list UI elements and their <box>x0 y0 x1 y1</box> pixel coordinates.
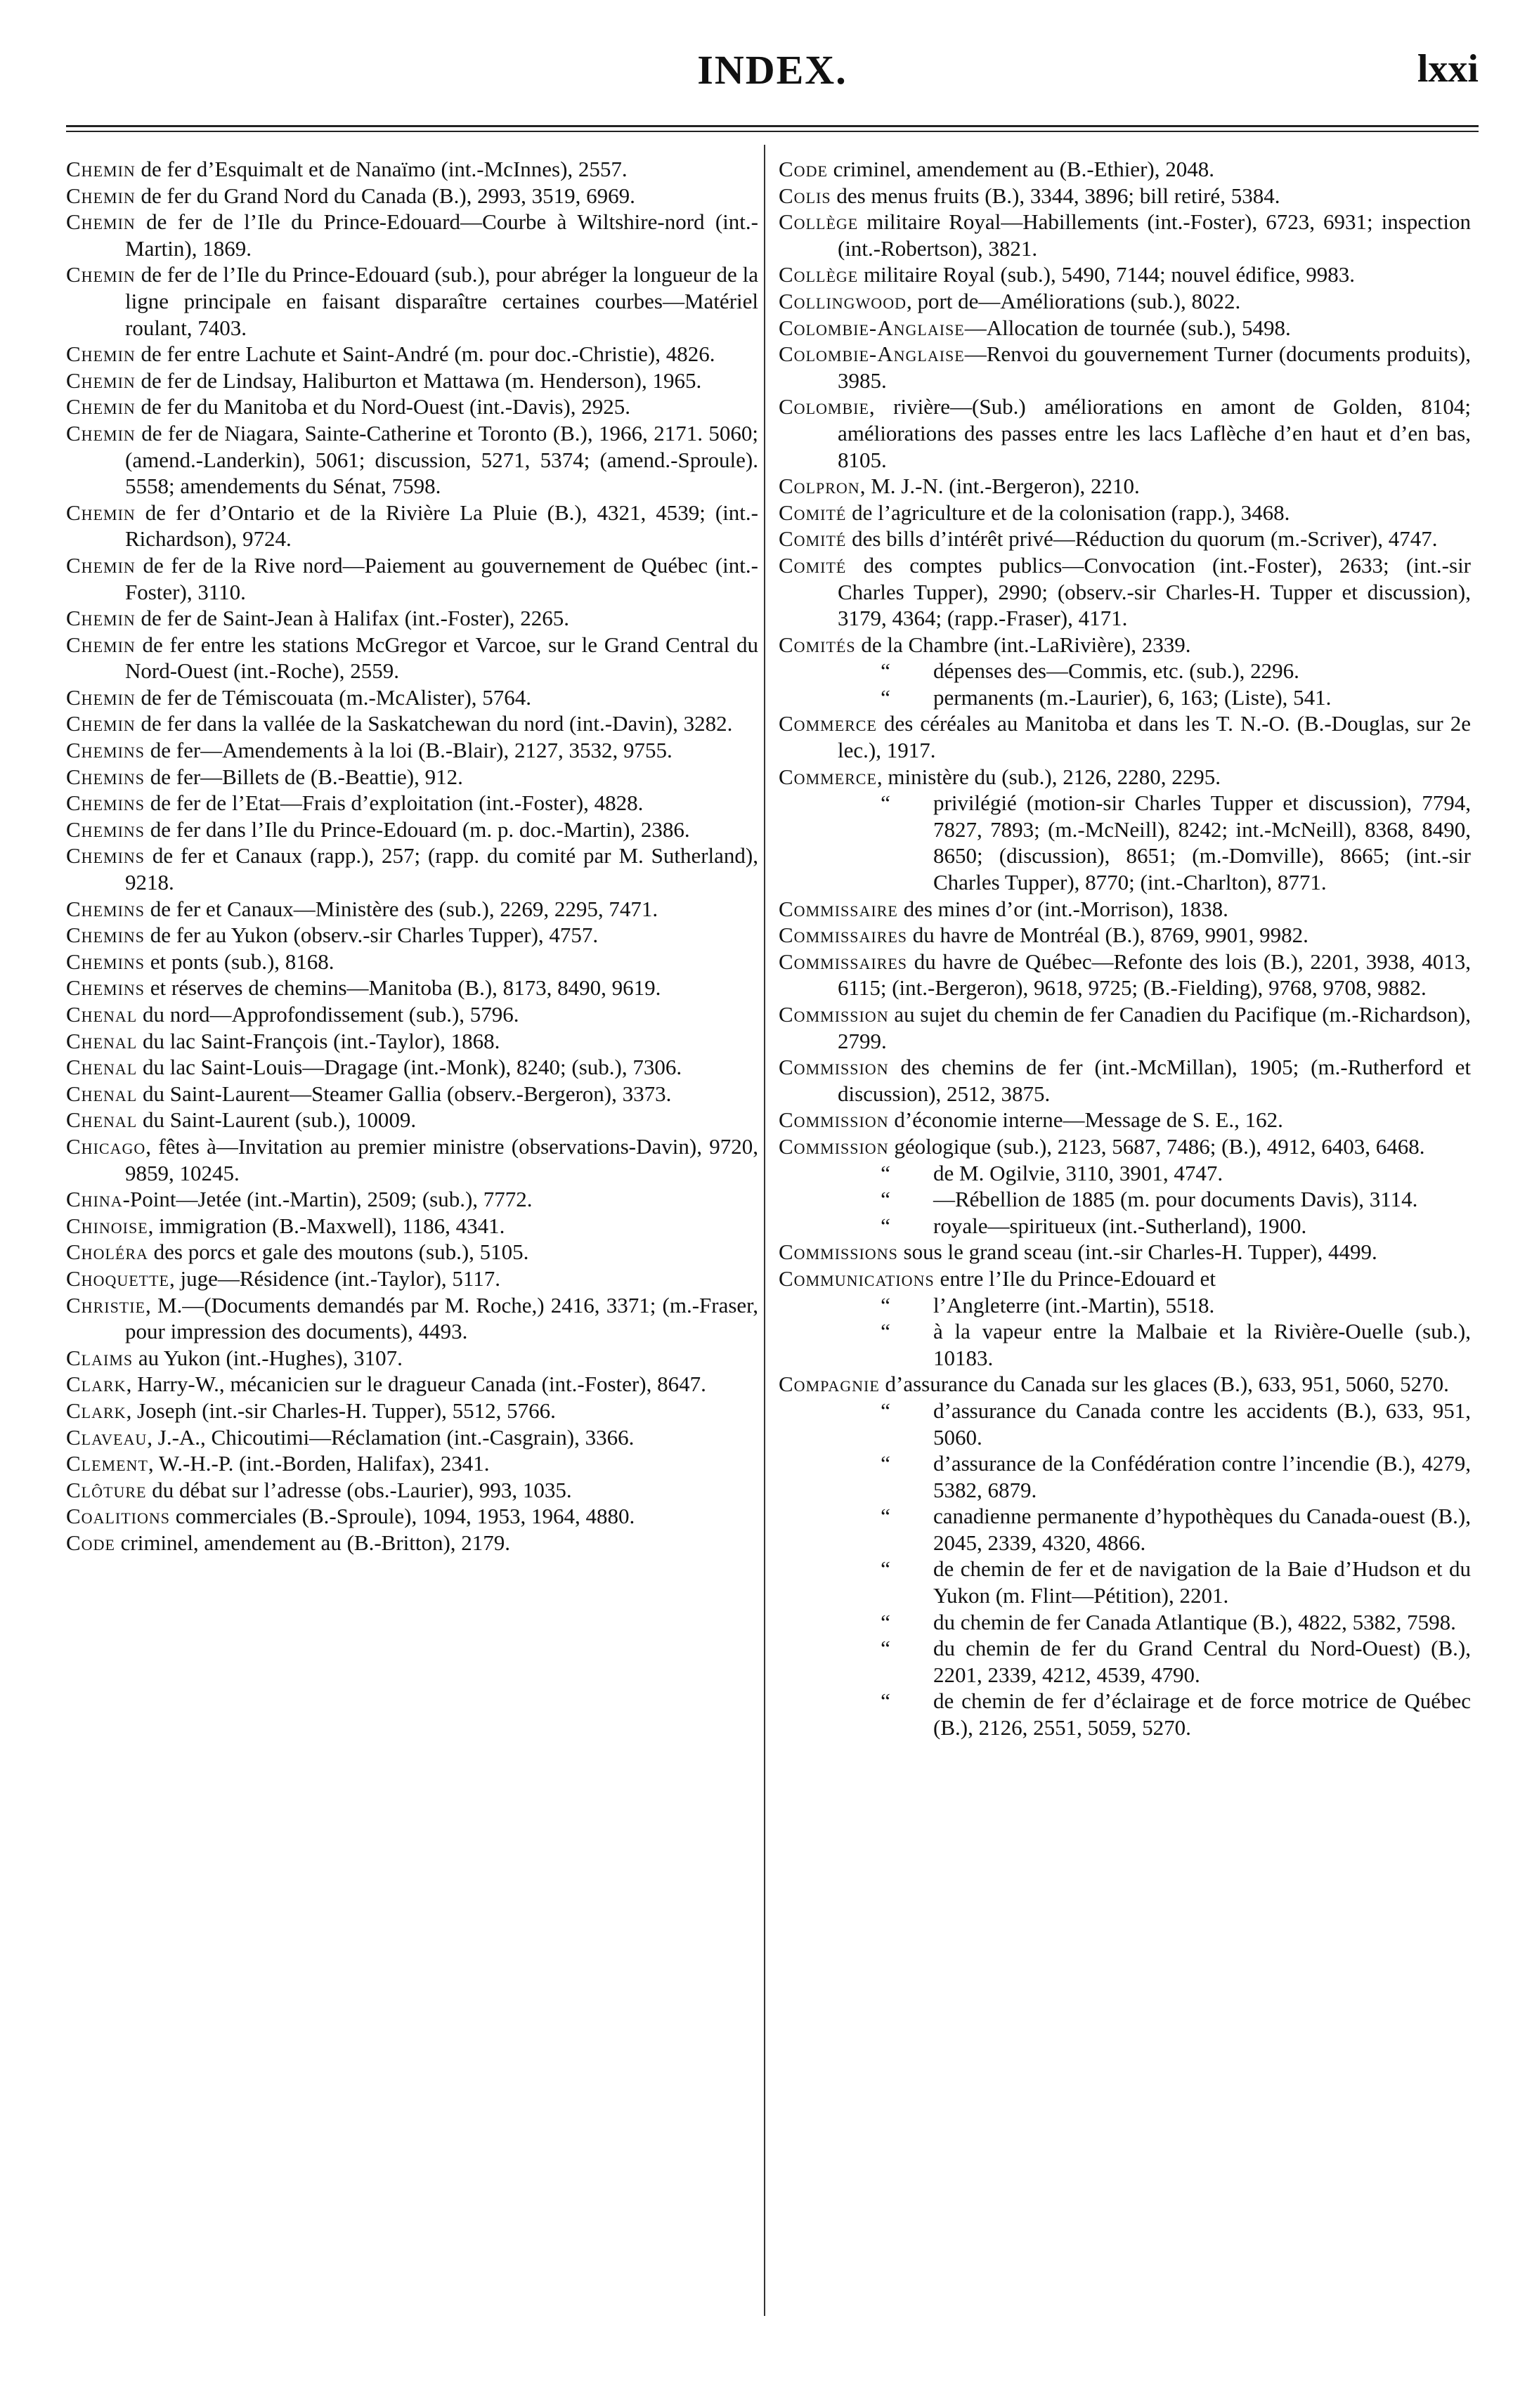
index-entry <box>66 1371 758 1398</box>
entry-text: criminel, amendement au (B.-Britton), 2179. <box>115 1530 511 1555</box>
index-entry <box>779 1503 1471 1556</box>
right-column <box>779 156 1471 1741</box>
index-entry <box>66 1450 758 1477</box>
entry-text: , ministère du (sub.), 2126, 2280, 2295. <box>876 764 1221 789</box>
entry-text: du chemin de fer Canada Atlantique (B.), 4822, 5382, 7598. <box>933 1609 1456 1634</box>
entry-text: de fer d’Ontario et de la Rivière La Pluie (B.), 4321, 4539; (int.-Richardson), 9724. <box>125 500 758 552</box>
entry-text: d’assurance du Canada contre les accidents (B.), 633, 951, 5060. <box>933 1398 1471 1450</box>
entry-text: , juge—Résidence (int.-Taylor), 5117. <box>169 1265 501 1291</box>
index-entry <box>66 1424 758 1451</box>
entry-text: entre l’Ile du Prince-Edouard et <box>934 1265 1216 1291</box>
entry-headword: Chemin <box>66 262 136 287</box>
index-entry <box>66 393 758 420</box>
entry-text: au sujet du chemin de fer Canadien du Pacifique (m.-Richardson), 2799. <box>838 1002 1471 1053</box>
index-entry <box>66 1503 758 1530</box>
entry-text: du Saint-Laurent (sub.), 10009. <box>137 1107 417 1133</box>
ditto-mark: “ <box>881 684 890 710</box>
entry-headword: Compagnie <box>779 1372 880 1397</box>
index-entry <box>779 1213 1471 1239</box>
entry-headword: Chemin <box>66 367 136 393</box>
entry-text: de la Chambre (int.-LaRivière), 2339. <box>855 632 1191 657</box>
index-entry <box>779 1239 1471 1265</box>
entry-text: de fer dans la vallée de la Saskatchewan du nord (int.-Davin), 3282. <box>135 711 733 736</box>
index-entry <box>66 1054 758 1081</box>
entry-text: de fer de l’Etat—Frais d’exploitation (int.-Foster), 4828. <box>145 790 644 816</box>
entry-headword: Colpron <box>779 474 860 499</box>
entry-text: des porcs et gale des moutons (sub.), 5105. <box>148 1239 529 1265</box>
index-entry <box>66 1345 758 1372</box>
entry-headword: Commissaire <box>779 896 898 921</box>
index-entry <box>779 1186 1471 1213</box>
index-entry <box>779 1450 1471 1503</box>
index-entry <box>779 526 1471 552</box>
index-entry <box>779 949 1471 1001</box>
index-entry <box>779 261 1471 288</box>
entry-text: de fer et Canaux (rapp.), 257; (rapp. du comité par M. Sutherland), 9218. <box>125 843 758 895</box>
index-entry <box>779 896 1471 923</box>
entry-text: de fer du Grand Nord du Canada (B.), 2993, 3519, 6969. <box>135 183 635 208</box>
index-entry <box>779 1107 1471 1133</box>
entry-headword: Commerce <box>779 764 877 789</box>
entry-text: —Allocation de tournée (sub.), 5498. <box>964 315 1291 340</box>
index-entry <box>779 1160 1471 1187</box>
entry-headword: Choléra <box>66 1239 148 1265</box>
entry-headword: Chemins <box>66 975 145 1001</box>
index-entry <box>66 341 758 367</box>
entry-text: et réserves de chemins—Manitoba (B.), 8173, 8490, 9619. <box>145 975 661 1001</box>
column-divider <box>764 145 765 2316</box>
index-entry <box>66 209 758 261</box>
index-entry <box>779 1371 1471 1398</box>
index-entry <box>779 183 1471 209</box>
entry-text: de fer de Témiscouata (m.-McAlister), 5764. <box>135 684 532 710</box>
index-entry <box>66 1213 758 1239</box>
index-entry <box>779 1688 1471 1740</box>
index-entry <box>66 1081 758 1107</box>
entry-text: , immigration (B.-Maxwell), 1186, 4341. <box>148 1213 505 1238</box>
entry-headword: Clement <box>66 1451 148 1476</box>
entry-text: , port de—Améliorations (sub.), 8022. <box>906 288 1241 313</box>
entry-text: permanents (m.-Laurier), 6, 163; (Liste), 541. <box>933 684 1332 710</box>
index-entry <box>779 790 1471 895</box>
index-entry <box>779 1054 1471 1107</box>
ditto-mark: “ <box>881 1451 890 1476</box>
ditto-mark: “ <box>881 658 890 684</box>
entry-headword: Chenal <box>66 1055 138 1080</box>
ditto-mark: “ <box>881 1187 890 1212</box>
index-entry <box>66 183 758 209</box>
entry-headword: Chemins <box>66 738 145 763</box>
entry-text: de l’agriculture et de la colonisation (rapp.), 3468. <box>846 500 1290 525</box>
entry-text: de fer entre les stations McGregor et Varcoe, sur le Grand Central du Nord-Ouest (int.-Roche), 2559. <box>125 632 758 684</box>
entry-text: de fer d’Esquimalt et de Nanaïmo (int.-McInnes), 2557. <box>135 157 628 181</box>
entry-text: des chemins de fer (int.-McMillan), 1905; (m.-Rutherford et discussion), 2512, 3875. <box>838 1055 1471 1106</box>
entry-headword: Code <box>66 1530 115 1555</box>
entry-headword: Chemin <box>66 209 136 235</box>
entry-headword: Claims <box>66 1345 134 1370</box>
index-entry <box>779 1398 1471 1450</box>
entry-text: —Renvoi du gouvernement Turner (documents produits), 3985. <box>838 341 1471 393</box>
index-entry <box>779 1292 1471 1319</box>
index-entry <box>66 156 758 183</box>
entry-text: de fer de l’Ile du Prince-Edouard (sub.), pour abréger la longueur de la ligne principale en faisant disparaître certaines courbes—Matériel roulant, 7403. <box>125 262 758 340</box>
entry-text: des céréales au Manitoba et dans les T. N.-O. (B.-Douglas, sur 2e lec.), 1917. <box>838 711 1471 763</box>
entry-text: , rivière—(Sub.) améliorations en amont de Golden, 8104; améliorations des passes entre les lacs Laflèche d’en haut et d’en bas, 8105. <box>838 394 1471 472</box>
entry-text: d’assurance du Canada sur les glaces (B.), 633, 951, 5060, 5270. <box>879 1372 1449 1397</box>
entry-headword: Chemin <box>66 500 136 525</box>
entry-headword: Colis <box>779 183 831 208</box>
entry-headword: Clôture <box>66 1477 147 1502</box>
entry-text: des menus fruits (B.), 3344, 3896; bill retiré, 5384. <box>831 183 1280 208</box>
index-entry <box>779 156 1471 183</box>
entry-text: de fer de la Rive nord—Paiement au gouvernement de Québec (int.-Foster), 3110. <box>125 552 758 604</box>
entry-headword: Chemins <box>66 843 145 868</box>
page-header <box>66 39 1479 103</box>
entry-headword: Choquette <box>66 1265 169 1291</box>
entry-headword: Chemin <box>66 157 136 181</box>
entry-text: de fer de l’Ile du Prince-Edouard—Courbe à Wiltshire-nord (int.-Martin), 1869. <box>125 209 758 261</box>
index-entry <box>779 209 1471 261</box>
entry-text: canadienne permanente d’hypothèques du Canada-ouest (B.), 2045, 2339, 4320, 4866. <box>933 1504 1471 1555</box>
index-entry <box>66 1292 758 1345</box>
entry-headword: Chemin <box>66 684 136 710</box>
index-entry <box>66 790 758 816</box>
entry-text: de fer—Billets de (B.-Beattie), 912. <box>145 764 463 789</box>
entry-text: d’économie interne—Message de S. E., 162. <box>888 1107 1283 1133</box>
entry-text: du débat sur l’adresse (obs.-Laurier), 993, 1035. <box>146 1477 572 1502</box>
entry-headword: Commissaires <box>779 923 908 948</box>
index-entry <box>779 922 1471 949</box>
entry-text: , Joseph (int.-sir Charles-H. Tupper), 5512, 5766. <box>126 1398 556 1423</box>
entry-text: de fer dans l’Ile du Prince-Edouard (m. p. doc.-Martin), 2386. <box>145 816 690 842</box>
entry-headword: Code <box>779 157 828 181</box>
entry-headword: Commerce <box>779 711 877 736</box>
entry-text: de chemin de fer d’éclairage et de force motrice de Québec (B.), 2126, 2551, 5059, 5270. <box>933 1688 1471 1740</box>
left-column <box>66 156 758 1556</box>
entry-text: l’Angleterre (int.-Martin), 5518. <box>933 1292 1215 1317</box>
index-entry <box>779 552 1471 632</box>
entry-text: militaire Royal—Habillements (int.-Foster), 6723, 6931; inspection (int.-Robertson), 3821. <box>838 209 1471 261</box>
index-entry <box>66 949 758 975</box>
index-entry <box>66 1265 758 1292</box>
entry-text: de fer de Saint-Jean à Halifax (int.-Foster), 2265. <box>135 606 569 631</box>
entry-headword: Chenal <box>66 1002 138 1027</box>
header-rule-thin <box>66 131 1479 132</box>
entry-headword: Chemins <box>66 923 145 948</box>
entry-text: commerciales (B.-Sproule), 1094, 1953, 1964, 4880. <box>170 1504 635 1529</box>
entry-headword: Colombie-Anglaise <box>779 341 965 367</box>
index-entry <box>779 500 1471 526</box>
entry-text: du chemin de fer du Grand Central du Nord-Ouest) (B.), 2201, 2339, 4212, 4539, 4790. <box>933 1636 1471 1687</box>
entry-headword: Chemin <box>66 632 136 657</box>
entry-text: -Point—Jetée (int.-Martin), 2509; (sub.), 7772. <box>122 1187 533 1212</box>
index-entry <box>66 1477 758 1504</box>
entry-headword: Commission <box>779 1002 889 1027</box>
entry-headword: Colombie <box>779 394 869 419</box>
entry-headword: Chemin <box>66 606 136 631</box>
ditto-mark: “ <box>881 1688 890 1714</box>
entry-text: de fer entre Lachute et Saint-André (m. pour doc.-Christie), 4826. <box>135 341 715 367</box>
index-entry <box>779 1609 1471 1636</box>
ditto-mark: “ <box>881 1636 890 1661</box>
entry-headword: Commissaires <box>779 949 908 974</box>
index-entry <box>66 605 758 632</box>
entry-headword: Commission <box>779 1107 889 1133</box>
entry-headword: Chinoise <box>66 1213 148 1238</box>
entry-headword: Chemin <box>66 394 136 419</box>
ditto-mark: “ <box>881 1213 890 1238</box>
entry-text: de fer au Yukon (observ.-sir Charles Tupper), 4757. <box>145 923 599 948</box>
index-entry <box>66 1107 758 1133</box>
entry-headword: Chenal <box>66 1107 138 1133</box>
entry-text: d’assurance de la Confédération contre l’incendie (B.), 4279, 5382, 6879. <box>933 1451 1471 1502</box>
index-entry <box>66 684 758 711</box>
index-entry <box>779 764 1471 790</box>
index-entry <box>66 1028 758 1055</box>
entry-text: des mines d’or (int.-Morrison), 1838. <box>897 896 1228 921</box>
entry-text: du lac Saint-François (int.-Taylor), 1868. <box>137 1028 500 1053</box>
index-entry <box>66 1186 758 1213</box>
entry-headword: Commission <box>779 1055 889 1080</box>
index-entry <box>779 393 1471 473</box>
header-rule <box>66 125 1479 127</box>
entry-headword: Colombie-Anglaise <box>779 315 965 340</box>
index-entry <box>779 473 1471 500</box>
index-entry <box>779 684 1471 711</box>
index-entry <box>779 710 1471 763</box>
entry-text: et ponts (sub.), 8168. <box>145 949 335 974</box>
index-entry <box>66 922 758 949</box>
entry-headword: Chemin <box>66 183 136 208</box>
index-entry <box>66 552 758 605</box>
page-number: lxxi <box>1417 47 1479 91</box>
entry-text: , fêtes à—Invitation au premier ministre (observations-Davin), 9720, 9859, 10245. <box>125 1133 758 1185</box>
index-entry <box>779 1265 1471 1292</box>
entry-headword: Chemins <box>66 816 145 842</box>
entry-headword: Collingwood <box>779 288 907 313</box>
entry-text: des comptes publics—Convocation (int.-Foster), 2633; (int.-sir Charles Tupper), 2990; (observ.-sir Charles-H. Tupper et discussion), 3179, 4364; (rapp.-Fraser), 4171. <box>838 552 1471 631</box>
entry-headword: Chemins <box>66 790 145 816</box>
ditto-mark: “ <box>881 1398 890 1423</box>
entry-text: de fer—Amendements à la loi (B.-Blair), 2127, 3532, 9755. <box>145 738 673 763</box>
index-entry <box>779 632 1471 658</box>
index-entry <box>779 1001 1471 1054</box>
entry-headword: Commission <box>779 1133 889 1159</box>
entry-text: à la vapeur entre la Malbaie et la Rivière-Ouelle (sub.), 10183. <box>933 1319 1471 1370</box>
entry-text: du nord—Approfondissement (sub.), 5796. <box>137 1002 519 1027</box>
index-entry <box>66 1239 758 1265</box>
index-entry <box>66 261 758 341</box>
index-entry <box>779 1556 1471 1608</box>
entry-headword: Collège <box>779 262 859 287</box>
ditto-mark: “ <box>881 1504 890 1529</box>
entry-headword: Chemins <box>66 764 145 789</box>
entry-text: du lac Saint-Louis—Dragage (int.-Monk), 8240; (sub.), 7306. <box>137 1055 682 1080</box>
index-entry <box>66 1001 758 1028</box>
entry-text: du Saint-Laurent—Steamer Gallia (observ.-Bergeron), 3373. <box>137 1081 672 1106</box>
index-entry <box>66 1530 758 1556</box>
entry-text: —Rébellion de 1885 (m. pour documents Davis), 3114. <box>933 1187 1418 1212</box>
index-entry <box>779 1318 1471 1371</box>
entry-headword: Comité <box>779 552 847 578</box>
entry-text: royale—spiritueux (int.-Sutherland), 1900. <box>933 1213 1307 1238</box>
entry-text: géologique (sub.), 2123, 5687, 7486; (B.), 4912, 6403, 6468. <box>888 1133 1425 1159</box>
entry-text: du havre de Montréal (B.), 8769, 9901, 9982. <box>907 923 1309 948</box>
entry-headword: Coalitions <box>66 1504 170 1529</box>
entry-headword: Claveau <box>66 1424 148 1450</box>
entry-headword: Chemin <box>66 711 136 736</box>
page-title: INDEX. <box>697 47 848 93</box>
entry-text: des bills d’intérêt privé—Réduction du quorum (m.-Scriver), 4747. <box>846 526 1438 552</box>
entry-text: criminel, amendement au (B.-Ethier), 2048. <box>827 157 1214 181</box>
entry-text: de fer de Lindsay, Haliburton et Mattawa (m. Henderson), 1965. <box>135 367 702 393</box>
index-entry <box>779 341 1471 393</box>
entry-text: de fer du Manitoba et du Nord-Ouest (int.-Davis), 2925. <box>135 394 631 419</box>
entry-headword: Comité <box>779 526 847 552</box>
entry-text: de fer et Canaux—Ministère des (sub.), 2269, 2295, 7471. <box>145 896 658 921</box>
entry-headword: Clark <box>66 1398 126 1423</box>
index-entry <box>66 632 758 684</box>
ditto-mark: “ <box>881 1609 890 1634</box>
entry-headword: Comité <box>779 500 847 525</box>
entry-text: au Yukon (int.-Hughes), 3107. <box>133 1345 403 1370</box>
index-entry <box>66 1133 758 1186</box>
entry-headword: Chicago <box>66 1133 146 1159</box>
index-entry <box>66 764 758 790</box>
index-entry <box>66 500 758 552</box>
entry-text: , Harry-W., mécanicien sur le dragueur Canada (int.-Foster), 8647. <box>126 1372 706 1397</box>
entry-text: du havre de Québec—Refonte des lois (B.), 2201, 3938, 4013, 6115; (int.-Bergeron), 9618, 9725; (B.-Fielding), 9768, 9708, 9882. <box>838 949 1471 1001</box>
entry-text: dépenses des—Commis, etc. (sub.), 2296. <box>933 658 1299 684</box>
entry-headword: Communications <box>779 1265 935 1291</box>
index-entry <box>66 737 758 764</box>
entry-headword: Clark <box>66 1372 126 1397</box>
entry-headword: Commissions <box>779 1239 898 1265</box>
entry-text: militaire Royal (sub.), 5490, 7144; nouvel édifice, 9983. <box>858 262 1356 287</box>
index-entry <box>66 842 758 895</box>
ditto-mark: “ <box>881 1319 890 1344</box>
entry-text: de fer de Niagara, Sainte-Catherine et Toronto (B.), 1966, 2171. 5060; (amend.-Landerkin), 5061; discussion, 5271, 5374; (amend.-Sproule). 5558; amendements du Sénat, 7598. <box>125 420 758 499</box>
ditto-mark: “ <box>881 1292 890 1317</box>
index-entry <box>779 1133 1471 1160</box>
entry-headword: Chenal <box>66 1028 138 1053</box>
ditto-mark: “ <box>881 790 890 816</box>
index-entry <box>66 367 758 394</box>
entry-headword: Chemin <box>66 552 136 578</box>
index-entry <box>66 710 758 737</box>
entry-text: de chemin de fer et de navigation de la Baie d’Hudson et du Yukon (m. Flint—Pétition), 2201. <box>933 1556 1471 1608</box>
entry-headword: Chemins <box>66 896 145 921</box>
entry-headword: China <box>66 1187 123 1212</box>
index-entry <box>779 288 1471 315</box>
entry-headword: Chemins <box>66 949 145 974</box>
entry-headword: Collège <box>779 209 859 235</box>
index-entry <box>66 896 758 923</box>
entry-headword: Comités <box>779 632 856 657</box>
index-entry <box>66 975 758 1001</box>
entry-text: , M. J.-N. (int.-Bergeron), 2210. <box>859 474 1140 499</box>
entry-text: de M. Ogilvie, 3110, 3901, 4747. <box>933 1160 1223 1185</box>
index-entry <box>779 658 1471 684</box>
entry-text: , M.—(Documents demandés par M. Roche,) 2416, 3371; (m.-Fraser, pour impression des documents), 4493. <box>125 1292 758 1344</box>
entry-headword: Chenal <box>66 1081 138 1106</box>
entry-headword: Christie <box>66 1292 146 1317</box>
ditto-mark: “ <box>881 1556 890 1582</box>
entry-headword: Chemin <box>66 420 136 445</box>
ditto-mark: “ <box>881 1160 890 1185</box>
index-entry <box>779 1635 1471 1688</box>
entry-text: privilégié (motion-sir Charles Tupper et discussion), 7794, 7827, 7893; (m.-McNeill), 8242; int.-McNeill), 8368, 8490, 8650; (discussion), 8651; (m.-Domville), 8665; (int.-sir Charles Tupper), 8770; (int.-Charlton), 8771. <box>933 790 1471 895</box>
entry-text: sous le grand sceau (int.-sir Charles-H. Tupper), 4499. <box>897 1239 1377 1265</box>
entry-text: , W.-H.-P. (int.-Borden, Halifax), 2341. <box>148 1451 490 1476</box>
index-entry <box>66 420 758 500</box>
index-entry <box>779 315 1471 341</box>
index-entry <box>66 816 758 843</box>
index-entry <box>66 1398 758 1424</box>
entry-text: , J.-A., Chicoutimi—Réclamation (int.-Casgrain), 3366. <box>147 1424 635 1450</box>
entry-headword: Chemin <box>66 341 136 367</box>
